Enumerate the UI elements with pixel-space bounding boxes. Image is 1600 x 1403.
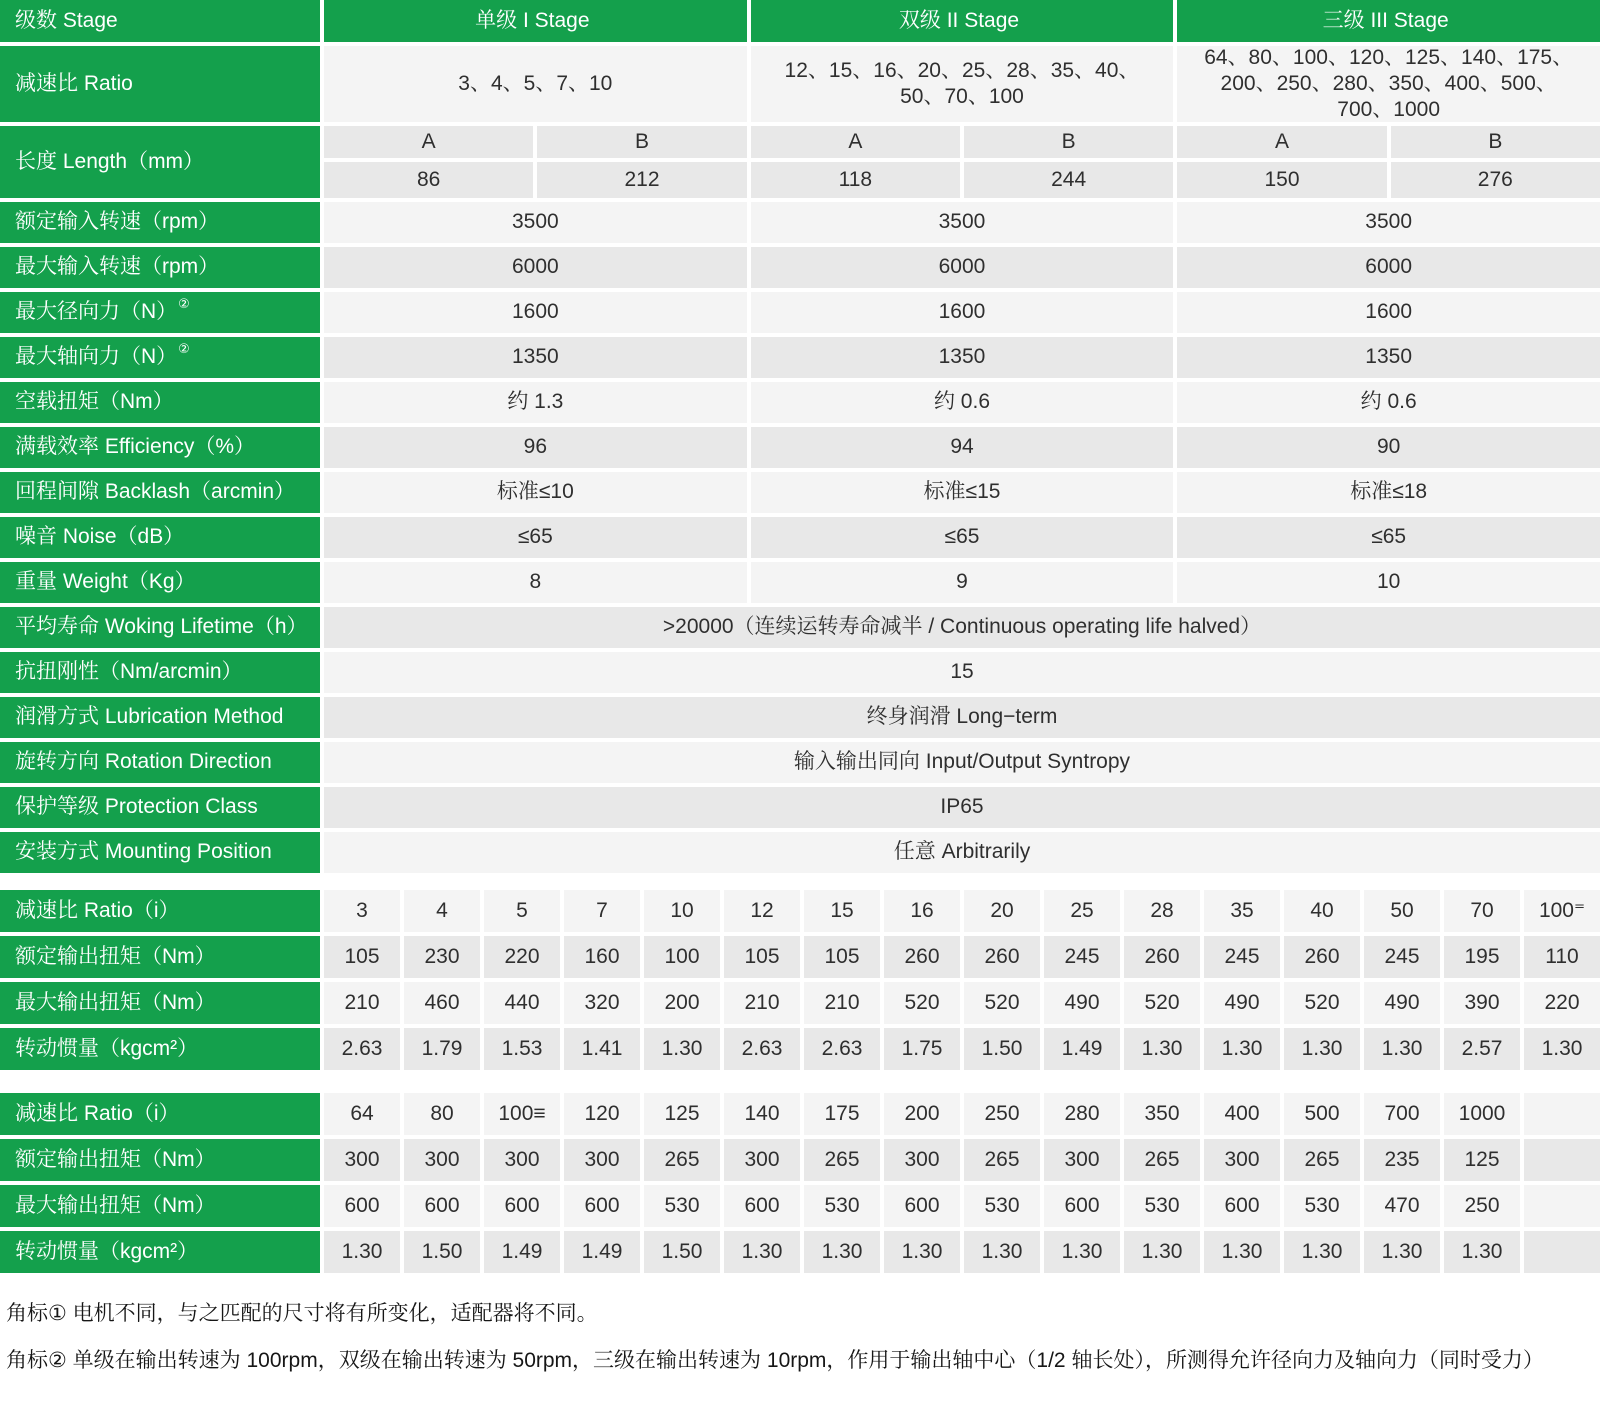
torque-cell: 520 [884,982,960,1024]
torque-cell: 600 [404,1185,480,1227]
length-value: 244 [964,162,1173,198]
torque-cell-empty [1524,1185,1600,1227]
lubrication-label: 润滑方式 Lubrication Method [0,697,320,738]
ratio-cell: 7 [564,890,640,932]
spec-value: 标准≤10 [324,472,747,513]
torque-cell: 220 [484,936,560,978]
ratio-cell: 50 [1364,890,1440,932]
torque-cell: 250 [1444,1185,1520,1227]
torque-cell: 300 [484,1139,560,1181]
ratio-cell: 15 [804,890,880,932]
ratio-cell: 4 [404,890,480,932]
torque-cell: 160 [564,936,640,978]
spec-value: 6000 [751,247,1174,288]
stage-col-2: 双级 II Stage [751,0,1174,42]
output-torque-table-stage1-2 [0,890,1600,1070]
spec-value: 1600 [1177,292,1600,333]
footnote-2: 角标② 单级在输出转速为 100rpm，双级在输出转速为 50rpm，三级在输出转速为 10rpm，作用于输出轴中心（1/2 轴长处），所测得允许径向力及轴向力（同时受力） [6,1349,1544,1372]
row-label-text: 回程间隙 Backlash（arcmin） [15,480,296,504]
efficiency-label [0,427,320,468]
torque-cell: 530 [644,1185,720,1227]
spec-value: ≤65 [324,517,747,558]
torque-cell: 300 [884,1139,960,1181]
length-value: 276 [1391,162,1600,198]
torque-cell: 260 [1284,936,1360,978]
ratio-cell: 280 [1044,1093,1120,1135]
torque-cell: 235 [1364,1139,1440,1181]
row-label-text: 最大输入转速（rpm） [15,255,220,279]
max-axial-force-label [0,337,320,378]
length-subheader: A [324,126,533,158]
stage-header-label: 级数 Stage [0,0,320,42]
spec-value: 1600 [751,292,1174,333]
torque-cell: 530 [804,1185,880,1227]
torque-cell: 260 [964,936,1040,978]
spec-value: ≤65 [1177,517,1600,558]
spec-value: 1350 [751,337,1174,378]
torque-cell: 300 [1204,1139,1280,1181]
length-value: 86 [324,162,533,198]
ratio-cell: 350 [1124,1093,1200,1135]
inertia-cell: 1.49 [484,1231,560,1273]
torque-cell-empty [1524,1139,1600,1181]
inertia-cell: 1.79 [404,1028,480,1070]
torque-cell: 300 [564,1139,640,1181]
spec-value: 94 [751,427,1174,468]
inertia-cell: 1.30 [1364,1028,1440,1070]
ratio-list-stage3: 64、80、100、120、125、140、175、200、250、280、350、400、500、700、1000 [1177,46,1600,122]
weight-label [0,562,320,603]
ratio-row-label: 减速比 Ratio [0,46,320,122]
length-subheader: A [751,126,960,158]
torque-cell: 490 [1204,982,1280,1024]
inertia-cell: 1.50 [644,1231,720,1273]
protection-class-value: IP65 [324,787,1600,828]
row-label-text: 噪音 Noise（dB） [15,525,185,549]
spec-value: 10 [1177,562,1600,603]
inertia-cell: 1.30 [1204,1028,1280,1070]
ratio-cell: 175 [804,1093,880,1135]
length-subheader: B [964,126,1173,158]
ratio-cell: 40 [1284,890,1360,932]
ratio-cell: 5 [484,890,560,932]
torque-cell: 520 [1284,982,1360,1024]
torque-cell: 200 [644,982,720,1024]
torque-cell: 520 [1124,982,1200,1024]
max-output-torque-label: 最大输出扭矩（Nm） [0,1185,320,1227]
inertia-cell: 2.63 [324,1028,400,1070]
spec-value: 3500 [751,202,1174,243]
stage-col-3: 三级 III Stage [1177,0,1600,42]
ratio-cell: 250 [964,1093,1040,1135]
max-output-torque-label: 最大输出扭矩（Nm） [0,982,320,1024]
inertia-cell: 1.50 [964,1028,1040,1070]
torque-cell: 220 [1524,982,1600,1024]
torque-cell: 260 [884,936,960,978]
ratio-cell: 100⁼ [1524,890,1600,932]
inertia-cell: 1.50 [404,1231,480,1273]
inertia-cell: 1.49 [564,1231,640,1273]
ratio-cell: 35 [1204,890,1280,932]
inertia-cell: 1.75 [884,1028,960,1070]
rotation-direction-label: 旋转方向 Rotation Direction [0,742,320,783]
inertia-cell: 1.30 [1444,1231,1520,1273]
ratio-i-label: 减速比 Ratio（i） [0,890,320,932]
ratio-i-label: 减速比 Ratio（i） [0,1093,320,1135]
row-label-text: 额定输入转速（rpm） [15,210,220,234]
protection-class-label: 保护等级 Protection Class [0,787,320,828]
backlash-label [0,472,320,513]
torque-cell: 530 [1284,1185,1360,1227]
inertia-cell: 1.30 [1284,1028,1360,1070]
footnote-1: 角标① 电机不同，与之匹配的尺寸将有所变化，适配器将不同。 [6,1302,598,1325]
ratio-cell: 140 [724,1093,800,1135]
rated-output-torque-label: 额定输出扭矩（Nm） [0,1139,320,1181]
length-value: 212 [537,162,746,198]
torque-cell: 245 [1044,936,1120,978]
ratio-cell: 700 [1364,1093,1440,1135]
inertia-cell: 1.49 [1044,1028,1120,1070]
inertia-cell: 1.41 [564,1028,640,1070]
ratio-cell: 16 [884,890,960,932]
footnotes [0,1303,1600,1371]
torque-cell: 230 [404,936,480,978]
row-label-text: 最大径向力（N） [15,300,178,324]
inertia-cell: 1.30 [1124,1028,1200,1070]
mounting-position-label: 安装方式 Mounting Position [0,832,320,873]
lubrication-value: 终身润滑 Long−term [324,697,1600,738]
no-load-torque-label [0,382,320,423]
inertia-cell: 1.30 [1124,1231,1200,1273]
torque-cell: 300 [724,1139,800,1181]
length-value: 118 [751,162,960,198]
inertia-cell: 1.30 [1364,1231,1440,1273]
spec-value: 8 [324,562,747,603]
torque-cell: 210 [804,982,880,1024]
spec-value: ≤65 [751,517,1174,558]
inertia-cell: 1.30 [884,1231,960,1273]
ratio-cell: 28 [1124,890,1200,932]
torque-cell: 520 [964,982,1040,1024]
torque-cell: 245 [1364,936,1440,978]
footnote2-marker: ② [178,296,190,311]
torque-cell: 105 [804,936,880,978]
length-value: 150 [1177,162,1386,198]
torque-cell: 600 [1044,1185,1120,1227]
torque-cell: 320 [564,982,640,1024]
ratio-cell: 12 [724,890,800,932]
torque-cell: 265 [804,1139,880,1181]
length-subheader: B [537,126,746,158]
spec-value: 96 [324,427,747,468]
footnote2-marker: ② [178,341,190,356]
length-subheader: B [1391,126,1600,158]
inertia-cell: 1.30 [1044,1231,1120,1273]
inertia-cell: 1.30 [1284,1231,1360,1273]
torque-cell: 245 [1204,936,1280,978]
torque-cell: 600 [564,1185,640,1227]
row-label-text: 最大轴向力（N） [15,345,178,369]
torque-cell: 490 [1364,982,1440,1024]
inertia-cell: 2.63 [724,1028,800,1070]
ratio-cell: 125 [644,1093,720,1135]
working-lifetime-label: 平均寿命 Woking Lifetime（h） [0,607,320,648]
inertia-cell: 1.30 [324,1231,400,1273]
spec-value: 3500 [1177,202,1600,243]
torque-cell: 125 [1444,1139,1520,1181]
torque-cell: 210 [724,982,800,1024]
spec-value: 标准≤18 [1177,472,1600,513]
noise-label [0,517,320,558]
working-lifetime-value: >20000（连续运转寿命减半 / Continuous operating life halved） [324,607,1600,648]
inertia-label: 转动惯量（kgcm²） [0,1231,320,1273]
spec-value: 约 0.6 [751,382,1174,423]
ratio-list-stage1: 3、4、5、7、10 [324,46,747,122]
ratio-cell: 200 [884,1093,960,1135]
torque-cell: 600 [484,1185,560,1227]
ratio-cell: 64 [324,1093,400,1135]
torque-cell: 490 [1044,982,1120,1024]
ratio-cell: 3 [324,890,400,932]
torque-cell: 470 [1364,1185,1440,1227]
torque-cell: 105 [324,936,400,978]
spec-value: 3500 [324,202,747,243]
torsional-stiffness-label: 抗扭刚性（Nm/arcmin） [0,652,320,693]
torque-cell: 530 [1124,1185,1200,1227]
output-torque-table-stage3 [0,1093,1600,1273]
spec-value: 约 0.6 [1177,382,1600,423]
rated-output-torque-label: 额定输出扭矩（Nm） [0,936,320,978]
stage-col-1: 单级 I Stage [324,0,747,42]
torque-cell: 390 [1444,982,1520,1024]
inertia-cell: 1.53 [484,1028,560,1070]
torque-cell: 460 [404,982,480,1024]
torque-cell: 300 [324,1139,400,1181]
ratio-cell: 100≡ [484,1093,560,1135]
rotation-direction-value: 输入输出同向 Input/Output Syntropy [324,742,1600,783]
inertia-cell: 1.30 [964,1231,1040,1273]
ratio-cell: 120 [564,1093,640,1135]
torque-cell: 110 [1524,936,1600,978]
ratio-cell: 10 [644,890,720,932]
torque-cell: 600 [724,1185,800,1227]
inertia-cell: 1.30 [1204,1231,1280,1273]
torque-cell: 600 [324,1185,400,1227]
max-radial-force-label [0,292,320,333]
spec-value: 约 1.3 [324,382,747,423]
ratio-cell: 400 [1204,1093,1280,1135]
row-label-text: 满载效率 Efficiency（%） [15,435,255,459]
torque-cell: 210 [324,982,400,1024]
spec-value: 6000 [1177,247,1600,288]
spec-value: 1350 [1177,337,1600,378]
torque-cell: 600 [1204,1185,1280,1227]
torque-cell: 100 [644,936,720,978]
torque-cell: 105 [724,936,800,978]
torque-cell: 195 [1444,936,1520,978]
inertia-cell: 2.57 [1444,1028,1520,1070]
ratio-cell: 70 [1444,890,1520,932]
inertia-label: 转动惯量（kgcm²） [0,1028,320,1070]
inertia-cell: 1.30 [644,1028,720,1070]
row-label-text: 空载扭矩（Nm） [15,390,174,414]
ratio-cell-empty [1524,1093,1600,1135]
spec-value: 90 [1177,427,1600,468]
inertia-cell: 1.30 [1524,1028,1600,1070]
ratio-cell: 20 [964,890,1040,932]
ratio-cell: 1000 [1444,1093,1520,1135]
max-input-speed-label [0,247,320,288]
row-label-text: 重量 Weight（Kg） [15,570,196,594]
rated-input-speed-label [0,202,320,243]
torque-cell: 265 [644,1139,720,1181]
torque-cell: 265 [1124,1139,1200,1181]
length-row-label: 长度 Length（mm） [0,126,320,198]
mounting-position-value: 任意 Arbitrarily [324,832,1600,873]
inertia-cell: 1.30 [804,1231,880,1273]
torque-cell: 600 [884,1185,960,1227]
ratio-cell: 80 [404,1093,480,1135]
ratio-list-stage2: 12、15、16、20、25、28、35、40、50、70、100 [751,46,1174,122]
spec-value: 9 [751,562,1174,603]
torsional-stiffness-value: 15 [324,652,1600,693]
torque-cell: 440 [484,982,560,1024]
ratio-cell: 500 [1284,1093,1360,1135]
torque-cell: 300 [404,1139,480,1181]
inertia-cell: 2.63 [804,1028,880,1070]
torque-cell: 260 [1124,936,1200,978]
torque-cell: 530 [964,1185,1040,1227]
ratio-cell: 25 [1044,890,1120,932]
spec-value: 标准≤15 [751,472,1174,513]
torque-cell: 265 [1284,1139,1360,1181]
spec-value: 1600 [324,292,747,333]
length-subheader: A [1177,126,1386,158]
torque-cell: 300 [1044,1139,1120,1181]
spec-value: 1350 [324,337,747,378]
spec-value: 6000 [324,247,747,288]
inertia-cell: 1.30 [724,1231,800,1273]
torque-cell: 265 [964,1139,1040,1181]
inertia-cell-empty [1524,1231,1600,1273]
